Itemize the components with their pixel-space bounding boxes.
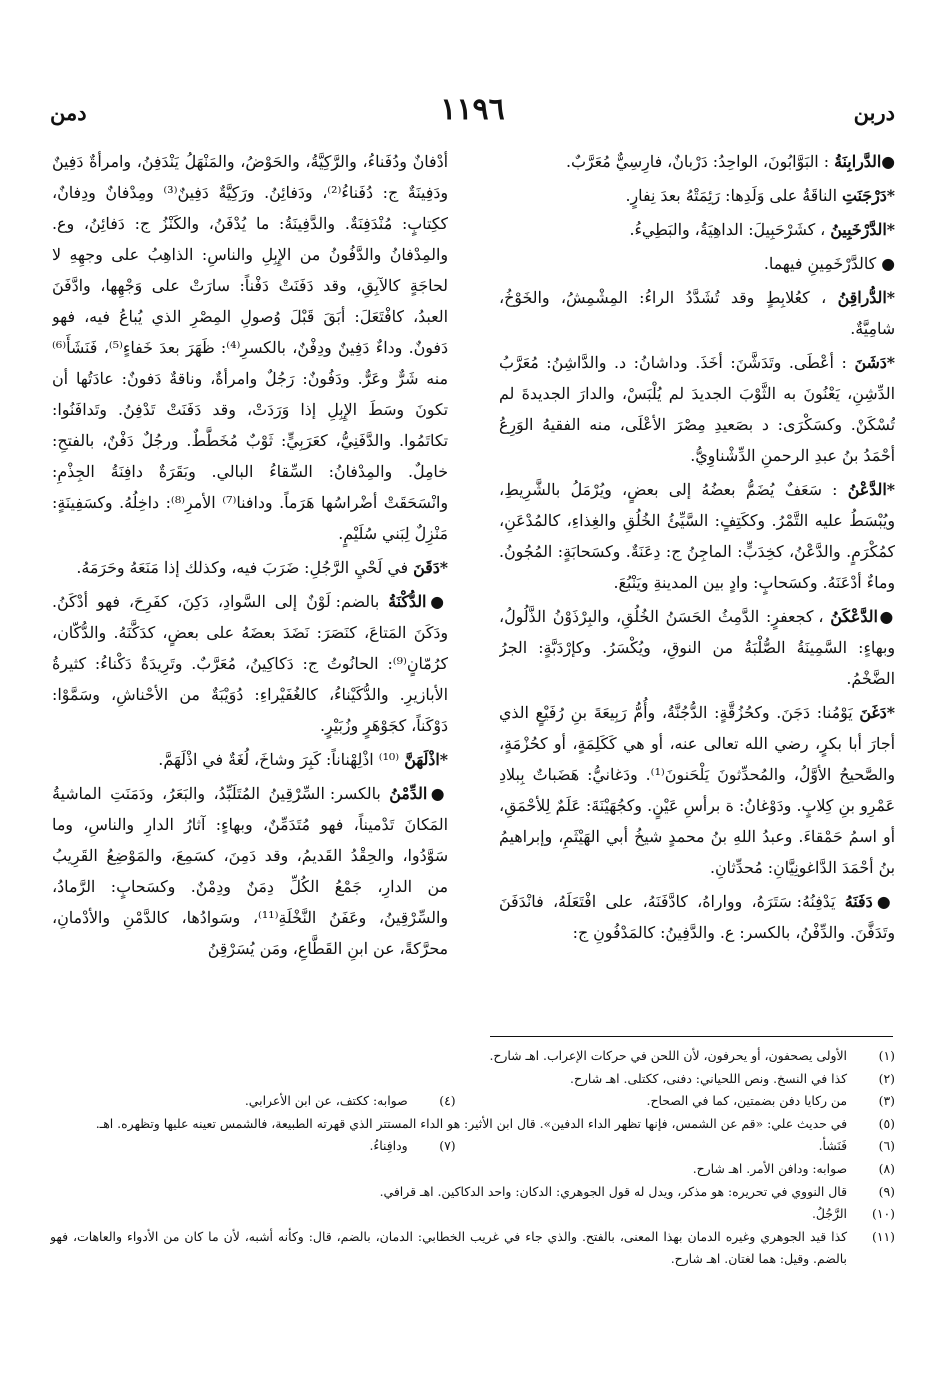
entry-text: ⁽¹⁰⁾ اذْلِهْناناً: كَبِرَ وشاخَ، لُغَةٌ في اذْلَهَمَّ. xyxy=(158,750,400,769)
footnote xyxy=(50,1090,456,1113)
entry-headword: ●الدُّكْنَةُ xyxy=(388,592,448,611)
entry-text: في لَحْيِ الرَّجُلِ: ضَرَبَ فيه، وكذلك إذا مَنَعَهُ وحَرَمَهُ. xyxy=(76,558,409,577)
footnote-number: (١) xyxy=(878,1048,895,1063)
footnote-number: (٥) xyxy=(878,1115,895,1131)
footnote-number: (٧) xyxy=(439,1138,456,1154)
header-left-word: دمن xyxy=(50,100,87,125)
entry-headword: *دَشَنَ xyxy=(854,353,895,372)
footnote-row xyxy=(50,1135,895,1158)
footnote-number: (٦) xyxy=(878,1138,895,1154)
footnote xyxy=(50,1135,456,1158)
footnote-text: من ركايا دفن بضمتين، كما في الصحاح. xyxy=(646,1093,847,1109)
entry-text: : البَوَّابُونَ، الواحِدُ: دَرْبانٌ، فارِسِيٌّ مُعَرَّبٌ. xyxy=(566,152,830,171)
footnote-text: ودافِناءُ. xyxy=(369,1138,408,1154)
right-column xyxy=(499,146,895,1016)
entry xyxy=(52,744,448,775)
entry xyxy=(499,601,895,694)
footnote-text: صوابه: ودافن الأمر. اهـ شارح. xyxy=(692,1160,847,1176)
entry xyxy=(499,248,895,279)
footnote xyxy=(50,1045,895,1068)
footnote-text: قال النووي في تحريره: هو مذكر، ويدل له قول الجوهري: الدكان: واحد الدكاكين. اهـ قرافي. xyxy=(379,1183,847,1199)
entry-text: كالدَّرْخَمِينِ فيهما. xyxy=(763,254,877,273)
footnote-text: صوابه: ككتف، عن ابن الأعرابي. xyxy=(244,1093,408,1109)
footnote xyxy=(456,1090,895,1113)
entry xyxy=(499,347,895,471)
entry-text: ، كجعفرٍ: الدَّمِثُ الحَسَنُ الخُلُقِ، والبِرْذَوْنُ الذَّلُولُ، وبهاءٍ: السَّمِينَةُ الصُّلْبَةُ من النوقِ، ويُكْسَرُ. وكإرْدَبَّةٍ: الجرُ الضَّخْمُ. xyxy=(499,607,895,688)
entry-headword: ●دَفَنَهُ xyxy=(844,892,895,911)
entry xyxy=(499,214,895,245)
footnote xyxy=(50,1181,895,1204)
entry-headword: *اذْلَهَنَّ xyxy=(404,750,448,769)
entry-text: ، كعُلابِطٍ وقد تُشَدَّدُ الراءُ: المِشْمِشُ، والخَوْخُ، شامِيَّةٌ. xyxy=(499,288,895,338)
footnote-number: (٢) xyxy=(878,1070,895,1086)
entry xyxy=(499,697,895,883)
footnote-row xyxy=(50,1090,895,1113)
entry-text: يَوْمُنا: دَجَنَ. وكحُزُقَّةٍ: الدُّجُنَّةُ، وأُمُّ رَبِيعَةَ بنِ رُفَيْعٍ الذي أجارَ أبا بكرٍ، رضي الله تعالى عنه، أو هي كَكَلِمَةٍ، أو كحُزْمَةٍ، والصَّحيحُ الأوَّلُ، والمُحدِّثونَ يَلْحَنونَ⁽¹⁾. ودَغانيُّ: هَضَباتٌ بِبلادِ عَمْرِو بنِ كِلابٍ. ودَوْغانُ: ة برأسِ عَيْنٍ. وكجُهَيْنَةَ: عَلَمٌ لِلأحْمَقِ، أو اسمُ حَمْقاءَ. وعبدُ اللهِ بنُ محمدٍ شيخُ أبي الهَيْثَمِ، وإبراهيمُ بنُ أحْمَدَ الدَّاغونِيَّانِ: مُحدِّثانِ. xyxy=(499,703,895,877)
footnote xyxy=(50,1226,895,1271)
entry-text: ، كشَرْحَبِيلَ: الداهِيَةُ، والبَطِيءُ. xyxy=(629,220,826,239)
entry-headword: *الدَّعْنُ xyxy=(847,480,895,499)
entry-text: بالضم: لَوْنٌ إلى السَّوادِ، دَكِنَ، كفَرِحَ، فهو أدْكَنُ. ودَكَنَ المَتاعَ، كنَصَرَ: نَضَدَ بعضَهُ على بعضٍ، كدَكَّنَهُ. والدُّكّان، كرُمّانٍ⁽⁹⁾: الحانُوتُ ج: دَكاكِينُ، مُعَرَّبٌ. وتَرِيدَةٌ دَكْناءُ: كثيرةُ الأبازيرِ. والدُّكَيْناءُ، كالغُفَيْراءِ: دُوَيْبَةٌ من الأحْناشِ، وسَمَّوْا: دَوْكَناً، كجَوْهَرٍ وزُبَيْرٍ. xyxy=(52,592,448,735)
footnote-number: (٤) xyxy=(439,1093,456,1109)
entry xyxy=(52,146,448,549)
entry-text: يَدْفِنُهُ: سَتَرَهُ، وواراهُ، كادَّفَنَهُ، على افْتَعَلَهُ، فانْدَفَنَ وتَدَفَّنَ. والدِّفْنُ، بالكسر: ع. والدَّفِينُ: كالمَدْفُونِ ج: xyxy=(499,892,895,942)
footnote-text: كذا قيد الجوهري وغيره الدمان بهذا المعنى، بالفتح. والذي جاء في غريب الخطابي: الدمان، بالضم، قال: وكأنه أشبه، لأن ما كان من الأدواء والعاهات، فهو بالضم. وقيل: هما لغتان. اهـ شارح. xyxy=(50,1228,847,1267)
entry-text: الناقَةُ على وَلَدِها: رَئِمَتْهُ بعدَ نِفارٍ. xyxy=(625,186,837,205)
entry-text: بالكسر: السِّرْقِينُ المُتَلَبِّدُ، والبَعَرُ، ودَمَنَتِ الماشيةُ المَكانَ تَدْميناً، فهو مُتَدَمِّنٌ، وبهاءٍ: آثارُ الدارِ والناسِ، وما سَوَّدُوا، والحِقْدُ القَديمُ، وقد دَمِنَ، كسَمِعَ، والمَوْضِعُ القَرِيبُ من الدارِ، جَمْعُ الكُلِّ دِمَنٌ ودِمْنٌ. وكسَحابٍ: الرَّمادُ، والسِّرْقِينُ، وعَفَنُ النَّخْلَةِ⁽¹¹⁾، وسَوادُها، كالدَّمْنِ والأدْمانِ، محرَّكةً، عن ابنِ القَطَّاعِ، ومَن يُسَرْقِنُ xyxy=(52,784,448,958)
entry-headword: *دَرْجَنَتِ xyxy=(842,186,895,205)
footnote xyxy=(50,1068,895,1091)
page-number: ١١٩٦ xyxy=(440,92,505,127)
footnote-number: (٨) xyxy=(878,1160,895,1176)
left-column xyxy=(52,146,448,1016)
entry-headword: *دَقَنَ xyxy=(413,558,448,577)
footnote-number: (٩) xyxy=(878,1183,895,1199)
footnote xyxy=(50,1158,895,1181)
entry xyxy=(499,886,895,948)
footnote xyxy=(50,1203,895,1226)
footnote-text: الرَّجُلُ. xyxy=(811,1206,847,1222)
footnote-divider xyxy=(490,1036,893,1037)
entry-headword: ●الدِّمْنُ xyxy=(389,784,448,803)
entry xyxy=(52,778,448,964)
entry-headword: *الدَّرْخَبِينُ xyxy=(830,220,895,239)
footnote-number: (١٠) xyxy=(872,1206,895,1222)
entry-headword: *دَغَنَ xyxy=(859,703,895,722)
footnote-text: فَنَشأ. xyxy=(818,1138,847,1154)
footnotes xyxy=(50,1045,895,1335)
header-right-word: دربن xyxy=(853,100,895,125)
entry xyxy=(499,146,895,177)
entry xyxy=(499,282,895,344)
entry xyxy=(499,474,895,598)
footnote-number: (١١) xyxy=(872,1228,895,1244)
entry xyxy=(52,586,448,741)
running-head xyxy=(50,92,895,136)
entry xyxy=(499,180,895,211)
footnote xyxy=(456,1135,895,1158)
entry-text: : أعْطَى. وتَدَشَّنَ: أخَذَ. وداشانُ: د. والدَّاشِنُ: مُعَرَّبُ الدِّشِنِ، يَعْنُونَ به الثَّوْبَ الجديدَ لم يُلْبَسْ، والدارَ الجديدةَ لم تُسْكَنْ. وكسَكْرَى: د بصَعيدِ مِصْرَ الأعْلَى، منه الفقيهُ الوَرِعُ أحْمَدُ بنُ عبدِ الرحمنِ الدِّشْناوِيُّ. xyxy=(499,353,895,465)
entry-headword: ● xyxy=(881,254,895,273)
footnote xyxy=(50,1113,895,1136)
entry-text: أدْفانٌ ودُفَناءُ، والرَّكِيَّةُ، والحَوْضُ، والمَنْهَلُ يَنْدَفِنُ، وامرأةٌ دَفِينٌ ودَفِينَةٌ ج: دُفَناءُ⁽²⁾، ودَفائِنُ. ورَكِيَّةٌ دَفِينٌ⁽³⁾ ومِدْفانٌ ودِفانٌ، ككِتابٍ: مُنْدَفِنَةٌ. والدَّفِينَةُ: ما يُدْفَنُ، والكَنْزُ ج: دَفائِنُ، وع. والمِدْفانُ والدَّفُونُ من الإِبِلِ والناسِ: الذاهِبُ على وجهِهِ لا لحاجَةٍ كالآبِقِ، وقد دَفَنَتْ دَفْناً: سارَتْ على وَجْهِها، وادَّفَنَ العبدُ، كافْتَعَلَ: أبَقَ قَبْلَ وُصولِ المِصْرِ الذي يُباعُ فيه، فهو دَفونٌ. وداءٌ دَفِينٌ ودِفْنٌ، بالكسرِ⁽⁴⁾: ظَهَرَ بعدَ خَفاءٍ⁽⁵⁾، فَنَشَأَ⁽⁶⁾ منه شَرٌّ وعَرٌّ. ودَفُونٌ: رَجُلٌ وامرأةٌ، وناقةٌ دَفونٌ: عادَتُها أن تكونَ وسَطَ الإِبِلِ إذا وَرَدَتْ، وقد دَفَنَتْ تَدْفِنُ. وتَدافَنُوا: تكاتَمُوا. والدَّفَنِيُّ، كعَرَبِيٍّ: ثَوْبٌ مُخَطَّطٌ. ورجُلٌ دَفْنٌ، بالفتحِ: خامِلٌ. والمِدْفانُ: السِّقاءُ البالي. وبَقَرَةٌ دافِنَةُ الجِذْمِ: وانْسَحَقَتْ أضْراسُها هَرَماً. ودافنا⁽⁷⁾ الأمرِ⁽⁸⁾: داخِلُهُ. وكسَفِينَةٍ: مَنْزِلٌ لِبَني سُلَيْمٍ. xyxy=(52,152,448,543)
entry xyxy=(52,552,448,583)
footnote-number: (٣) xyxy=(878,1093,895,1109)
footnote-text: في حديث علي: «قم عن الشمس، فإنها تظهر الداء الدفين». قال ابن الأثير: هو الداء المستتر الذي قهرته الطبيعة، فالشمس تعينه عليها وتظهره. اهـ. xyxy=(95,1115,847,1131)
entry-text: : سَعَفٌ يُضَمُّ بعضُهُ إلى بعضٍ، ويُرْمَلُ بالشَّرِيطِ، ويُبْسَطُ عليه التَّمْرُ. وككَتِفٍ: السَّيِّئُ الخُلُقِ والغِذاءِ، كالمُدْعَنِ، كمُكْرَمٍ. والدَّعْنُ، كخِدَبٍّ: الماجِنُ ج: دِعَنَةٌ. وكسَحابَةٍ: المُجُونُ. وماءٌ أدْعَنَهُ. وكسَحابٍ: وادٍ بين المدينةِ ويَنْبُعَ. xyxy=(499,480,895,592)
entry-headword: *الدُّراقِنُ xyxy=(837,288,895,307)
entry-headword: ●الدَّعْكَنُ xyxy=(830,607,895,626)
footnote-text: الأولى يصحفون، أو يحرفون، لأن اللحن في حركات الإعراب. اهـ شارح. xyxy=(489,1048,847,1063)
entry-headword: ●الدَّرابِنَةُ xyxy=(834,152,895,171)
footnote-text: كذا في النسخ. ونص اللحياني: دفنى، ككتلى. اهـ شارح. xyxy=(570,1070,847,1086)
